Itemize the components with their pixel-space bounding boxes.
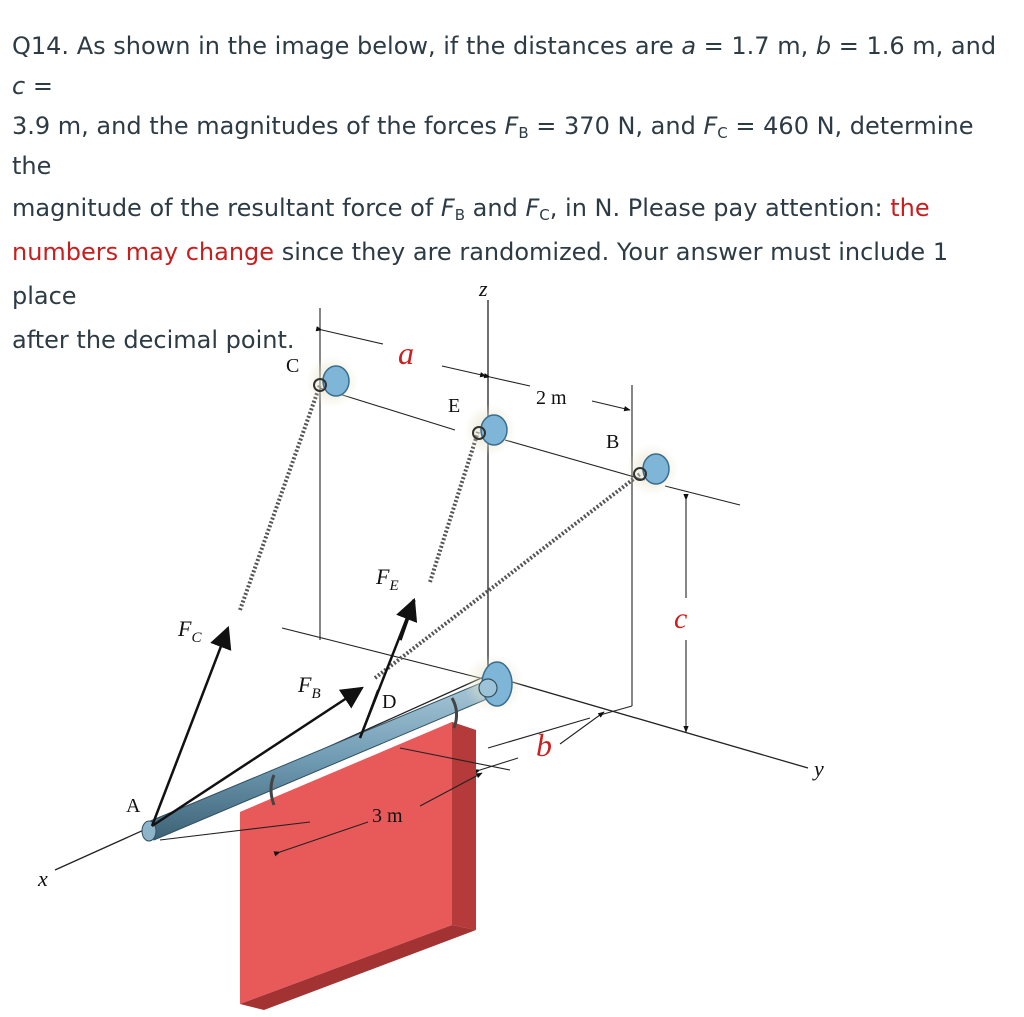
dim-a-right	[442, 366, 486, 376]
warning-text-2: numbers may change	[12, 238, 275, 266]
label-y: y	[814, 756, 824, 781]
question-seg4: , in N. Please pay attention:	[549, 194, 883, 222]
force-fe-tail	[400, 600, 414, 640]
label-point-b: B	[606, 431, 620, 453]
var-fc-2-sub: C	[539, 206, 550, 224]
anchor-c	[323, 366, 349, 396]
question-seg5: since they are randomized. Your answer must include 1 place	[12, 238, 949, 310]
var-fc-2: F	[525, 194, 540, 222]
and-word: and	[472, 194, 518, 222]
dim-2m-right	[592, 401, 630, 410]
label-dim-2m: 2 m	[536, 387, 567, 409]
floor-line-b	[600, 706, 632, 715]
label-point-c: C	[286, 355, 300, 377]
anchor-b	[643, 454, 669, 484]
label-z: z	[479, 276, 488, 301]
wall-line-b-right	[665, 486, 740, 505]
label-force-fc: $F_C$	[178, 616, 202, 646]
hook-left	[271, 775, 274, 805]
val-fb: = 370 N, and	[536, 112, 696, 140]
label-point-a: A	[126, 795, 141, 817]
sign-board-side	[452, 722, 476, 930]
var-fc-sub: C	[717, 124, 728, 142]
label-dim-3m: 3 m	[372, 805, 403, 827]
label-point-e: E	[448, 395, 461, 417]
label-x: x	[38, 866, 48, 891]
label-force-fe: $F_E$	[376, 564, 399, 594]
var-b: b	[815, 32, 832, 60]
question-seg3: magnitude of the resultant force of	[12, 194, 434, 222]
question-seg1: As shown in the image below, if the distances are	[76, 32, 674, 60]
val-fc: = 460 N, determine the	[12, 112, 974, 180]
label-dim-a: a	[398, 335, 414, 371]
var-fc: F	[703, 112, 718, 140]
val-b: = 1.6 m, and	[838, 32, 997, 60]
var-c: c	[12, 72, 26, 100]
question-number: Q14.	[12, 32, 70, 60]
floor-line-c2	[330, 640, 488, 680]
sign-board-front	[240, 722, 452, 1004]
label-point-d: D	[382, 691, 397, 713]
var-fb-2: F	[440, 194, 455, 222]
label-dim-b: b	[536, 727, 552, 763]
dim-a-left	[322, 330, 383, 344]
question-seg2: 3.9 m, and the magnitudes of the forces	[12, 112, 497, 140]
dim-2m-left	[490, 377, 530, 386]
dim-b-right	[560, 712, 604, 744]
cable-ac	[240, 385, 320, 610]
question-seg6: after the decimal point.	[12, 326, 295, 354]
val-a: = 1.7 m,	[703, 32, 809, 60]
val-c: =	[32, 72, 53, 100]
socket-ball	[479, 679, 497, 697]
cable-ae	[430, 432, 478, 582]
label-force-fb: $F_B$	[298, 672, 321, 702]
var-fb-sub: B	[518, 124, 529, 142]
warning-text-1: the	[890, 194, 930, 222]
var-a: a	[681, 32, 697, 60]
wall-line-eb	[505, 440, 645, 480]
label-dim-c: c	[674, 602, 688, 635]
var-fb: F	[504, 112, 519, 140]
var-fb-2-sub: B	[454, 206, 466, 224]
floor-line-c	[282, 628, 330, 640]
cable-ab	[375, 474, 640, 678]
